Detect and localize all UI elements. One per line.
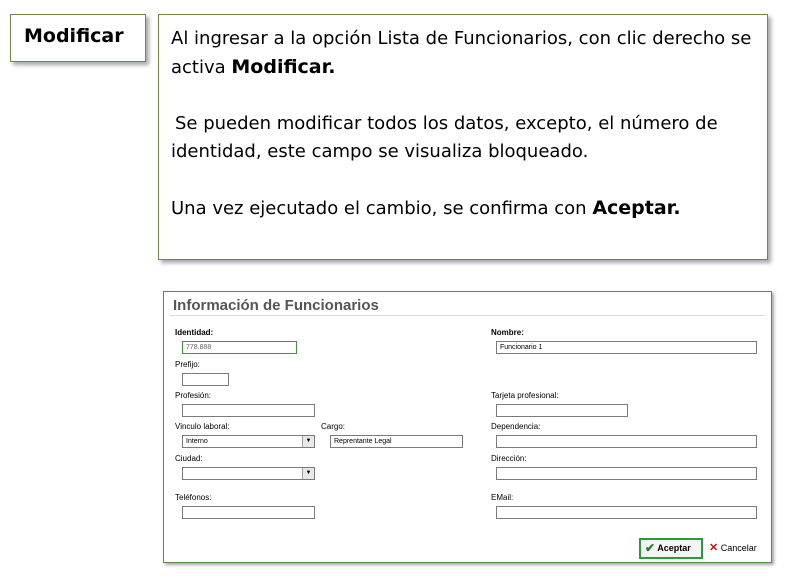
tarjeta-label: Tarjeta profesional:: [491, 391, 559, 400]
cargo-label: Cargo:: [321, 422, 346, 431]
chevron-down-icon[interactable]: ▼: [302, 468, 314, 479]
profesion-field[interactable]: [182, 404, 315, 417]
ciudad-label: Ciudad:: [175, 454, 203, 463]
description-paragraph-1: [171, 25, 755, 82]
description-p2-line2: identidad, este campo se visualiza bloqueado.: [171, 141, 589, 162]
telefonos-label: Teléfonos:: [175, 493, 212, 502]
page-title: Modificar: [24, 25, 124, 47]
telefonos-field[interactable]: [182, 506, 315, 519]
vinculo-label: Vinculo laboral:: [175, 422, 230, 431]
email-field[interactable]: [496, 506, 757, 519]
accept-button[interactable]: [639, 538, 703, 559]
profesion-label: Profesión:: [175, 391, 212, 400]
identidad-label: Identidad:: [175, 328, 214, 337]
cancel-button[interactable]: [709, 541, 757, 556]
form-title: Información de Funcionarios: [173, 297, 379, 314]
dependencia-label: Dependencia:: [491, 422, 541, 431]
tarjeta-field[interactable]: [496, 404, 628, 417]
funcionarios-form: [163, 291, 772, 563]
prefijo-label: Prefijo:: [175, 360, 200, 369]
accept-button-label: Aceptar: [657, 543, 691, 553]
description-box: [158, 14, 768, 260]
title-box: [10, 14, 146, 62]
dependencia-field[interactable]: [496, 435, 757, 448]
description-p1-bold: Modificar.: [231, 56, 336, 78]
email-label: EMail:: [491, 493, 514, 502]
vinculo-select[interactable]: [182, 435, 315, 448]
cancel-button-label: Cancelar: [720, 543, 757, 553]
description-p2-line1: Se pueden modificar todos los datos, excepto, el número de: [175, 113, 718, 134]
direccion-field[interactable]: [496, 467, 757, 480]
ciudad-select[interactable]: [182, 467, 315, 480]
nombre-label: Nombre:: [491, 328, 524, 337]
description-p3-text: Una vez ejecutado el cambio, se confirma con: [171, 198, 593, 219]
nombre-field[interactable]: Funcionario 1: [496, 341, 757, 354]
close-icon: ✕: [709, 542, 719, 555]
identidad-field: 778.888: [182, 341, 297, 354]
form-title-divider: [170, 315, 765, 316]
description-paragraph-3: [171, 194, 755, 223]
cargo-field[interactable]: Reprentante Legal: [330, 435, 463, 448]
vinculo-selected-value: Interno: [186, 438, 208, 445]
direccion-label: Dirección:: [491, 454, 527, 463]
check-icon: ✔: [645, 541, 656, 556]
description-p3-bold: Aceptar.: [592, 197, 681, 219]
description-p1-text: Al ingresar a la opción Lista de Funcionarios, con clic derecho se activa: [171, 28, 752, 78]
chevron-down-icon[interactable]: ▼: [302, 436, 314, 447]
prefijo-field[interactable]: [182, 373, 229, 386]
